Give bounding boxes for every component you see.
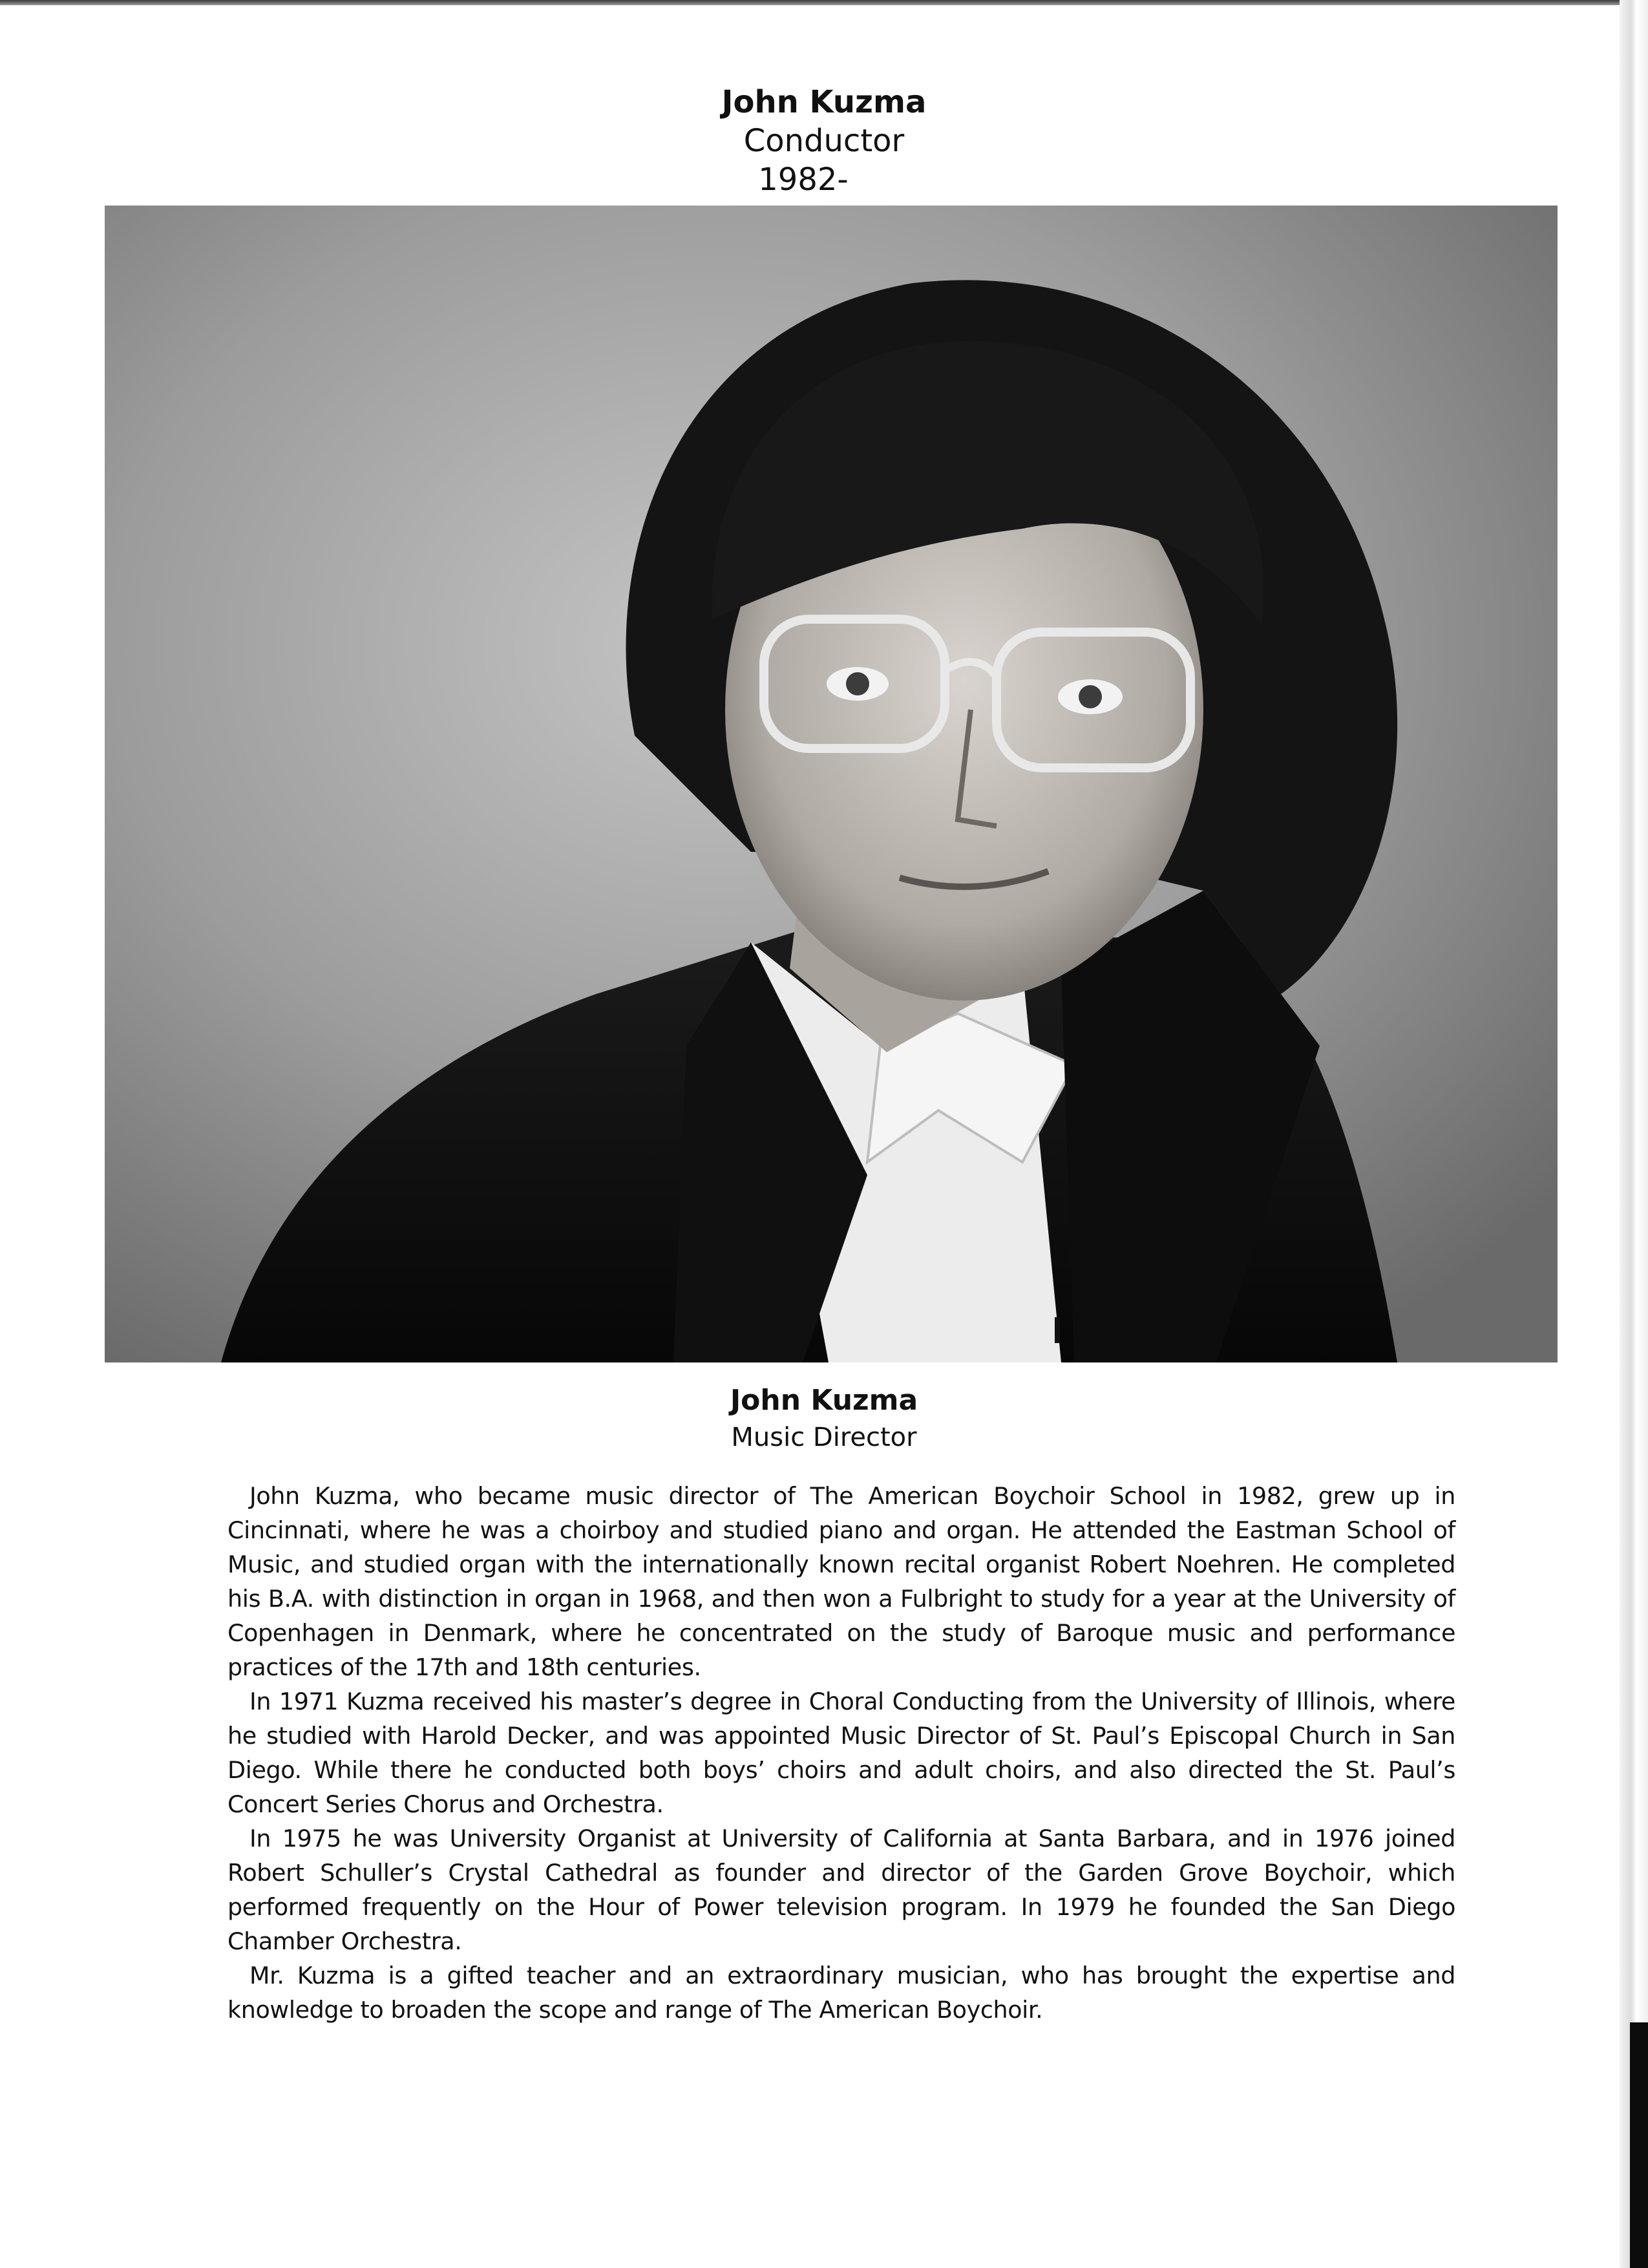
bio-paragraph-3: In 1975 he was University Organist at University of California at Santa Barbara, and in 1976 joined Robert Schuller’s Crystal Cathedral as founder and director of the Garden Grove Boychoir, which performed frequently on the Hour of Power television program. In 1979 he founded the San Diego Chamber Orchestra. (227, 1825, 1455, 1955)
bio-paragraph-1: John Kuzma, who became music director of The American Boychoir School in 1982, grew up in Cincinnati, where he was a choirboy and studied piano and organ. He attended the Eastman School of Music, and studied organ with the internationally known recital organist Robert Noehren. He completed his B.A. with distinction in organ in 1968, and then won a Fulbright to study for a year at the University of Copenhagen in Denmark, where he concentrated on the study of Baroque music and performance practices of the 17th and 18th centuries. (227, 1482, 1455, 1681)
photo-caption (0, 1382, 1648, 1456)
portrait-photo (105, 206, 1558, 1362)
caption-name: John Kuzma (730, 1384, 918, 1417)
header-name: John Kuzma (721, 84, 927, 120)
header-years: 1982- (758, 162, 849, 198)
header-role: Conductor (743, 123, 905, 159)
caption-role: Music Director (731, 1423, 917, 1452)
bio-paragraph-4: Mr. Kuzma is a gifted teacher and an extraordinary musician, who has brought the expertise and knowledge to broaden the scope and range of The American Boychoir. (227, 1962, 1455, 2024)
page-header (0, 83, 1648, 199)
biography (227, 1479, 1455, 2027)
bio-paragraph-2: In 1971 Kuzma received his master’s degree in Choral Conducting from the University of Illinois, where he studied with Harold Decker, and was appointed Music Director of St. Paul’s Episcopal Church in San Diego. While there he conducted both boys’ choirs and adult choirs, and also directed the St. Paul’s Concert Series Chorus and Orchestra. (227, 1688, 1455, 1818)
scan-edge-top (0, 0, 1648, 5)
scan-edge-corner (1630, 2022, 1648, 2268)
portrait-photo-icon (105, 206, 1558, 1362)
scan-edge-right (1620, 0, 1648, 2268)
